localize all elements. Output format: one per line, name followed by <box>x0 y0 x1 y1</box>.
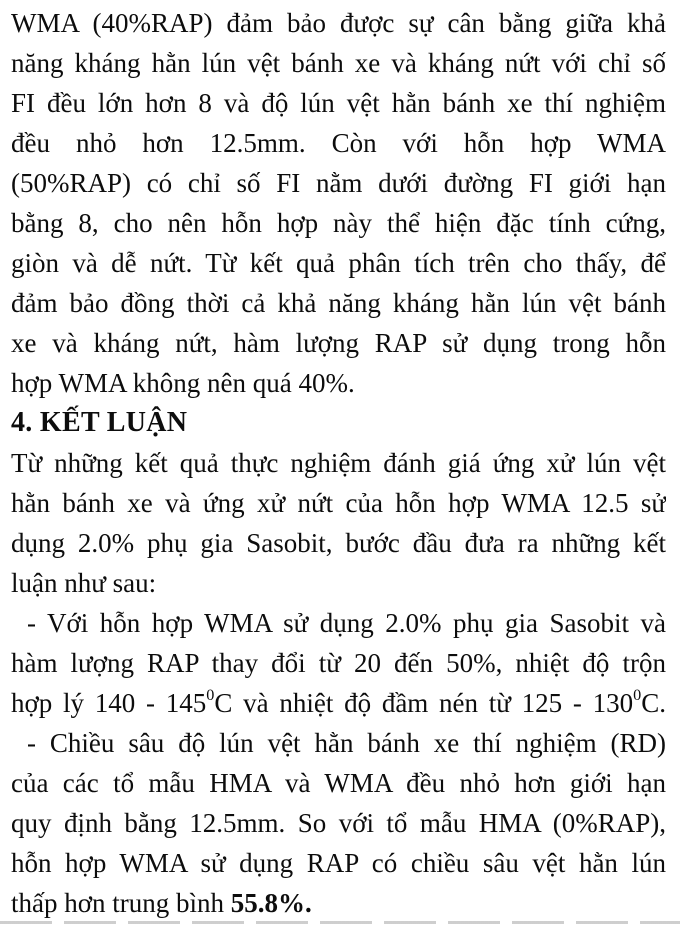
text-segment: C. <box>641 688 666 718</box>
text-line: hằn bánh xe và ứng xử nứt của hỗn hợp WMA 12.5 sử <box>11 488 666 518</box>
text-line: đều nhỏ hơn 12.5mm. Còn với hỗn hợp WMA <box>11 128 666 158</box>
text-line: năng kháng hằn lún vệt bánh xe và kháng nứt với chỉ số <box>11 48 666 78</box>
scan-artifact-line <box>0 921 680 924</box>
bullet-line: - Chiều sâu độ lún vệt hằn bánh xe thí nghiệm (RD) <box>27 728 666 758</box>
text-line: WMA (40%RAP) đảm bảo được sự cân bằng giữa khả <box>11 8 666 38</box>
text-line: dụng 2.0% phụ gia Sasobit, bước đầu đưa ra những kết <box>11 528 666 558</box>
text-line <box>11 883 666 923</box>
emphasized-value: 55.8%. <box>230 888 312 918</box>
text-segment: C và nhiệt độ đầm nén từ 125 - 130 <box>214 688 634 718</box>
text-line <box>11 683 666 723</box>
superscript-zero: 0 <box>633 685 642 704</box>
text-line: FI đều lớn hơn 8 và độ lún vệt hằn bánh xe thí nghiệm <box>11 88 666 118</box>
superscript-zero: 0 <box>206 685 215 704</box>
bullet-line: - Với hỗn hợp WMA sử dụng 2.0% phụ gia Sasobit và <box>27 608 666 638</box>
text-line: hàm lượng RAP thay đổi từ 20 đến 50%, nhiệt độ trộn <box>11 648 666 678</box>
section-heading: 4. KẾT LUẬN <box>11 407 188 438</box>
text-line: của các tổ mẫu HMA và WMA đều nhỏ hơn giới hạn <box>11 768 666 798</box>
text-line: luận như sau: <box>11 568 157 598</box>
text-line: quy định bằng 12.5mm. So với tổ mẫu HMA (0%RAP), <box>11 808 666 838</box>
text-segment: thấp hơn trung bình <box>11 888 231 918</box>
text-line: hỗn hợp WMA sử dụng RAP có chiều sâu vệt hằn lún <box>11 848 666 878</box>
text-line: đảm bảo đồng thời cả khả năng kháng hằn lún vệt bánh <box>11 288 666 318</box>
text-line: bằng 8, cho nên hỗn hợp này thể hiện đặc tính cứng, <box>11 208 666 238</box>
text-line: Từ những kết quả thực nghiệm đánh giá ứng xử lún vệt <box>11 448 666 478</box>
text-line: xe và kháng nứt, hàm lượng RAP sử dụng trong hỗn <box>11 328 666 358</box>
text-segment: hợp lý 140 - 145 <box>11 688 207 718</box>
text-line: (50%RAP) có chỉ số FI nằm dưới đường FI giới hạn <box>11 168 666 198</box>
text-line: hợp WMA không nên quá 40%. <box>11 368 355 398</box>
text-line: giòn và dễ nứt. Từ kết quả phân tích trên cho thấy, để <box>11 248 666 278</box>
